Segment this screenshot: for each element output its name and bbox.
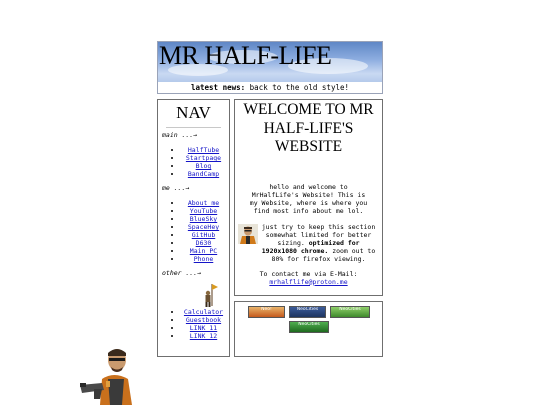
list-item [182, 239, 229, 247]
list-item [182, 154, 229, 162]
nav-link-halftube[interactable]: HalfTube [187, 146, 220, 154]
list-item [182, 332, 229, 340]
nav-link-11[interactable]: LINK 11 [189, 324, 218, 332]
nav-link-calculator[interactable]: Calculator [183, 308, 224, 316]
list-item [182, 324, 229, 332]
list-item [182, 215, 229, 223]
nav-link-phone[interactable]: Phone [193, 255, 214, 263]
gordon-freeman-character-icon [80, 343, 148, 405]
nav-section-main: main ...→ [162, 131, 198, 139]
note-text [261, 223, 376, 263]
list-item [182, 162, 229, 170]
nav-link-12[interactable]: LINK 12 [189, 332, 218, 340]
latest-news-bar [158, 82, 382, 93]
note-section [235, 223, 382, 263]
button-label: NeoCities [339, 307, 361, 312]
other-links-list [158, 308, 229, 340]
neocities-dark-button[interactable] [289, 306, 326, 318]
powered-by-neocities-button[interactable] [248, 306, 285, 318]
list-item [182, 146, 229, 154]
welcome-heading: WELCOME TO MR HALF-LIFE'S WEBSITE [243, 101, 374, 155]
list-item [182, 199, 229, 207]
news-label: latest news: [190, 83, 246, 92]
nav-section-me: me ...→ [162, 184, 190, 192]
nav-link-bandcamp[interactable]: BandCamp [187, 170, 220, 178]
email-link[interactable]: mrhalflife@proton.me [269, 277, 348, 286]
nav-link-github[interactable]: GitHub [191, 231, 216, 239]
intro-text: hello and welcome to MrHalfLife's Website! This is my Website, where is where you find most info about me lol. [249, 182, 368, 215]
contact-text: To contact me via E-Mail: [259, 269, 358, 278]
nav-panel [157, 99, 230, 357]
list-item [182, 255, 229, 263]
nav-link-startpage[interactable]: Startpage [185, 154, 222, 162]
button-label: NeoCities [298, 322, 320, 327]
news-text: back to the old style! [249, 83, 350, 92]
button-label: Neo! [261, 307, 272, 312]
note-pre: just try to keep this section somewhat limited for better sizing. [261, 222, 376, 247]
site-title: MR HALF-LIFE [159, 41, 332, 70]
nav-section-other: other ...→ [162, 269, 202, 277]
list-item [182, 223, 229, 231]
email-line [241, 278, 376, 286]
gordon-freeman-avatar-icon [238, 224, 258, 244]
me-links-list [158, 199, 229, 263]
neocities-small-button[interactable] [289, 321, 329, 333]
nav-link-youtube[interactable]: YouTube [189, 207, 218, 215]
nav-link-blog[interactable]: Blog [195, 162, 212, 170]
button-label: NeoCities [296, 307, 319, 312]
flag-soldier-icon [202, 282, 218, 308]
nav-divider [166, 127, 221, 128]
nav-link-bluesky[interactable]: BlueSky [189, 215, 218, 223]
main-links-list [158, 146, 229, 178]
list-item [182, 170, 229, 178]
header-banner [157, 41, 383, 94]
nav-title: NAV [176, 103, 211, 122]
neocities-green-button[interactable] [330, 306, 370, 318]
nav-link-main-pc[interactable]: Main PC [189, 247, 218, 255]
nav-link-guestbook[interactable]: Guestbook [185, 316, 222, 324]
buttons-panel [234, 301, 383, 357]
list-item [182, 247, 229, 255]
nav-link-spacehey[interactable]: SpaceHey [187, 223, 220, 231]
list-item [182, 316, 229, 324]
list-item [182, 207, 229, 215]
nav-link-about-me[interactable]: About me [187, 199, 220, 207]
list-item [182, 231, 229, 239]
note-post: zoom out to 80% for firefox viewing. [271, 246, 376, 263]
nav-link-d630[interactable]: D630 [195, 239, 212, 247]
welcome-panel [234, 99, 383, 296]
list-item [182, 308, 229, 316]
note-bold: optimized for 1920x1080 chrome. [261, 238, 360, 255]
